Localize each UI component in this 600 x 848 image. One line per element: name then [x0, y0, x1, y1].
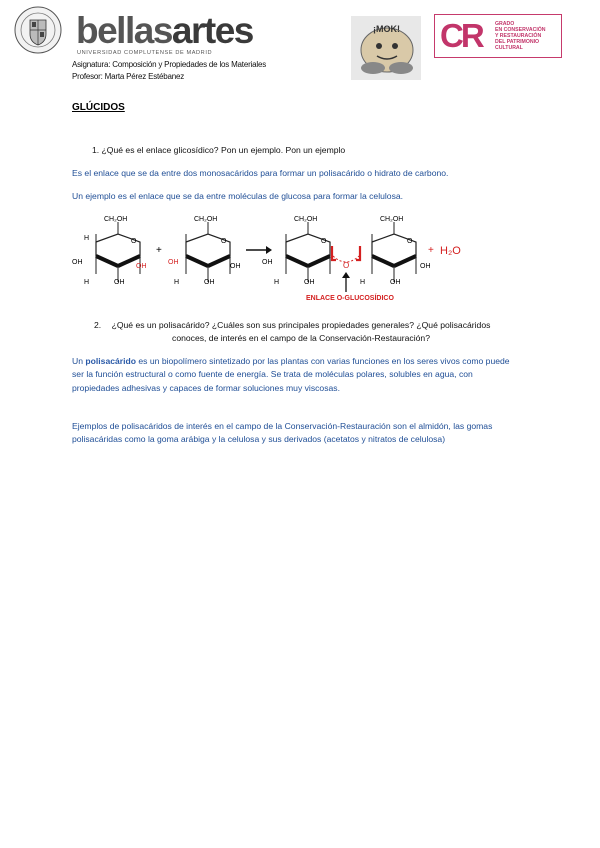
- professor-line: Profesor: Marta Pérez Estébanez: [72, 72, 185, 81]
- bond-highlight: [332, 246, 360, 260]
- cr-line: DEL PATRIMONIO: [495, 39, 540, 46]
- oh-label: OH: [72, 259, 83, 266]
- ch2oh-label: CH₂OH: [380, 216, 404, 223]
- ring-oxygen-label: O: [131, 238, 137, 245]
- oh-label: OH: [304, 279, 315, 286]
- cr-line: Y RESTAURACIÓN: [495, 33, 542, 40]
- oh-label: OH: [230, 263, 241, 270]
- bond-label: ENLACE O-GLUCOSÍDICO: [306, 295, 394, 302]
- oh-red-label: OH: [136, 263, 147, 270]
- ch2oh-label: CH₂OH: [194, 216, 218, 223]
- ring-oxygen-label: O: [221, 238, 227, 245]
- mascot-logo-icon: [351, 16, 421, 80]
- answer-2-examples: Ejemplos de polisacáridos de interés en el campo de la Conservación-Restauración son el almidón, las gomas polisacáridas como la goma arábiga y la celulosa y sus derivados (acetatos y nitratos de celulosa): [72, 421, 493, 445]
- ring-oxygen-label: O: [321, 238, 327, 245]
- h-label: H: [274, 279, 280, 286]
- question-2-number: 2.: [94, 320, 102, 330]
- question-2-text: ¿Qué es un polisacárido? ¿Cuáles son sus principales propiedades generales? ¿Qué polisacáridos conoces, de interés en el campo de la Conservación-Restauración?: [111, 320, 491, 343]
- plus-sign: +: [156, 245, 162, 256]
- h-label: H: [360, 279, 366, 286]
- oh-label: OH: [262, 259, 273, 266]
- glucose-molecule-1: [72, 216, 147, 286]
- question-1: 1. ¿Qué es el enlace glicosídico? Pon un ejemplo. Pon un ejemplo: [92, 145, 346, 155]
- ch2oh-label: CH₂OH: [104, 216, 128, 223]
- answer-2-definition: [72, 355, 512, 395]
- university-seal-icon: [14, 6, 62, 54]
- brand-subtitle: UNIVERSIDAD COMPLUTENSE DE MADRID: [77, 50, 213, 56]
- oh-label: OH: [420, 263, 431, 270]
- brand-part1: bellas: [76, 10, 172, 51]
- oh-label: OH: [204, 279, 215, 286]
- bond-oxygen-label: O: [343, 261, 350, 270]
- up-arrow-icon: [342, 272, 350, 278]
- h-label: H: [174, 279, 180, 286]
- section-heading: GLÚCIDOS: [72, 102, 125, 113]
- ch2oh-label: CH₂OH: [294, 216, 318, 223]
- answer-1-definition: Es el enlace que se da entre dos monosacáridos para formar un polisacárido o hidrato de carbono.: [72, 168, 449, 178]
- bellasartes-logo: [76, 12, 253, 50]
- cr-grado-logo: [434, 14, 562, 58]
- p1-lead: Un: [72, 356, 83, 366]
- cr-line: EN CONSERVACIÓN: [495, 27, 546, 34]
- glucose-molecule-2: [168, 216, 241, 286]
- p1-rest: es un biopolímero sintetizado por las plantas con varias funciones en los seres vivos como puede ser la función estructural o como fuente de energía. Se trata de moléculas polares, solubles en agua, con propiedades adhesivas y capaces de formar soluciones muy viscosas.: [72, 356, 510, 393]
- plus-sign: +: [428, 245, 434, 256]
- reaction-arrow-icon: [246, 246, 272, 254]
- cr-line: GRADO: [495, 21, 515, 27]
- cr-letters: CR: [440, 17, 482, 54]
- mascot-text: ¡MOK!: [373, 24, 400, 34]
- disaccharide-product: [262, 216, 431, 302]
- oh-red-label: OH: [168, 259, 179, 266]
- h-label: H: [84, 235, 90, 242]
- oh-label: OH: [114, 279, 125, 286]
- water-label: H₂O: [440, 245, 461, 257]
- h-label: H: [84, 279, 90, 286]
- cr-line: CULTURAL: [495, 45, 523, 52]
- p1-term: polisacárido: [85, 356, 137, 366]
- ring-oxygen-label: O: [407, 238, 413, 245]
- glycosidic-bond-diagram: [70, 212, 470, 308]
- subject-line: Asignatura: Composición y Propiedades de los Materiales: [72, 60, 266, 69]
- brand-part2: artes: [171, 10, 253, 51]
- cr-logo-text: [495, 21, 546, 51]
- answer-1-example: Un ejemplo es el enlace que se da entre moléculas de glucosa para formar la celulosa.: [72, 191, 404, 201]
- oh-label: OH: [390, 279, 401, 286]
